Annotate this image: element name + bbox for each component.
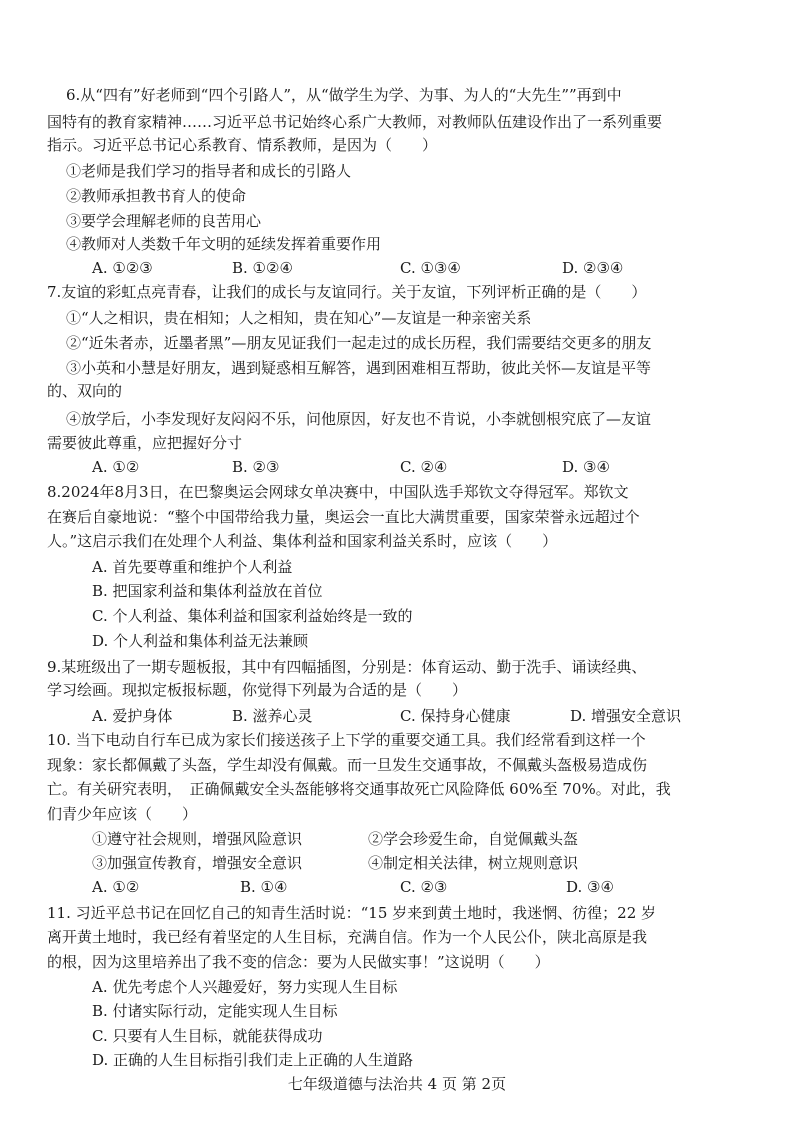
q10-option-c: C. ②③ — [400, 878, 448, 896]
q7-option-d: D. ③④ — [562, 458, 610, 476]
q11-stem-line-1: 11. 习近平总书记在回忆自己的知青生活时说：“15 岁来到黄土地时，我迷惘、彷徨；22 岁 — [47, 904, 657, 922]
q7-statement-3-cont: 的、双向的 — [47, 382, 123, 400]
q7-stem-line-1: 7.友谊的彩虹点亮青春，让我们的成长与友谊同行。关于友谊，下列评析正确的是（ ） — [47, 283, 647, 301]
q9-stem-line-1: 9.某班级出了一期专题板报，其中有四幅插图，分别是：体育运动、勤于洗手、诵读经典、 — [47, 658, 647, 676]
q7-option-a: A. ①② — [92, 458, 140, 476]
q10-stem-line-1: 10. 当下电动自行车已成为家长们接送孩子上下学的重要交通工具。我们经常看到这样一个 — [47, 731, 646, 749]
q7-statement-4-cont: 需要彼此尊重，应把握好分寸 — [47, 434, 243, 452]
q8-option-c: C. 个人利益、集体利益和国家利益始终是一致的 — [92, 607, 413, 625]
q10-option-b: B. ①④ — [240, 878, 288, 896]
q11-option-d: D. 正确的人生目标指引我们走上正确的人生道路 — [92, 1051, 414, 1069]
q8-stem-line-2: 在赛后自豪地说：“整个中国带给我力量，奥运会一直比大满贯重要，国家荣誉永远超过个 — [47, 508, 640, 526]
q8-option-a: A. 首先要尊重和维护个人利益 — [92, 558, 293, 576]
q10-stem-line-2: 现象：家长都佩戴了头盔，学生却没有佩戴。而一旦发生交通事故，不佩戴头盔极易造成伤 — [47, 756, 648, 774]
q11-stem-line-3: 的根，因为这里培养出了我不变的信念：要为人民做实事！”这说明（ ） — [47, 953, 550, 971]
page-footer: 七年级道德与法治共 4 页 第 2页 — [287, 1075, 507, 1093]
q11-stem-line-2: 离开黄土地时，我已经有着坚定的人生目标，充满自信。作为一个人民公仆，陕北高原是我 — [47, 928, 648, 946]
q8-stem-line-1: 8.2024年8月3日，在巴黎奥运会网球女单决赛中，中国队选手郑钦文夺得冠军。郑钦文 — [47, 483, 629, 501]
q6-stem-line-2: 国特有的教育家精神……习近平总书记始终心系广大教师，对教师队伍建设作出了一系列重要 — [47, 113, 663, 131]
q10-stem-line-3: 亡。有关研究表明， 正确佩戴安全头盔能够将交通事故死亡风险降低 60%至 70%。对此，我 — [47, 780, 671, 798]
q10-statement-2: ②学会珍爱生命，自觉佩戴头盔 — [368, 830, 579, 848]
q7-statement-1: ①“人之相识，贵在相知；人之相知，贵在知心”—友谊是一种亲密关系 — [66, 309, 532, 327]
q10-option-d: D. ③④ — [566, 878, 614, 896]
q6-option-a: A. ①②③ — [92, 259, 153, 277]
q7-statement-2: ②“近朱者赤，近墨者黑”—朋友见证我们一起走过的成长历程，我们需要结交更多的朋友 — [66, 334, 652, 352]
q6-stem-line-3: 指示。习近平总书记心系教育、情系教师，是因为（ ） — [47, 136, 438, 154]
q6-option-c: C. ①③④ — [400, 259, 461, 277]
q7-option-c: C. ②④ — [400, 458, 448, 476]
q8-option-b: B. 把国家利益和集体利益放在首位 — [92, 582, 323, 600]
q7-statement-4: ④放学后，小李发现好友闷闷不乐，问他原因，好友也不肯说，小李就刨根究底了—友谊 — [66, 410, 652, 428]
q10-statement-1: ①遵守社会规则，增强风险意识 — [92, 830, 303, 848]
q6-option-d: D. ②③④ — [562, 259, 624, 277]
q7-statement-3: ③小英和小慧是好朋友，遇到疑惑相互解答，遇到困难相互帮助，彼此关怀—友谊是平等 — [66, 359, 652, 377]
q6-statement-2: ②教师承担教书育人的使命 — [66, 187, 247, 205]
q11-option-c: C. 只要有人生目标，就能获得成功 — [92, 1027, 323, 1045]
q9-option-b: B. 滋养心灵 — [232, 707, 313, 725]
q10-option-a: A. ①② — [92, 878, 140, 896]
q6-statement-1: ①老师是我们学习的指导者和成长的引路人 — [66, 162, 352, 180]
q10-stem-line-4: 们青少年应该（ ） — [47, 805, 198, 823]
q9-option-a: A. 爱护身体 — [92, 707, 173, 725]
q9-option-d: D. 增强安全意识 — [570, 707, 682, 725]
q6-statement-4: ④教师对人类数千年文明的延续发挥着重要作用 — [66, 235, 382, 253]
q11-option-a: A. 优先考虑个人兴趣爱好，努力实现人生目标 — [92, 978, 398, 996]
q9-stem-line-2: 学习绘画。现拟定板报标题，你觉得下列最为合适的是（ ） — [47, 681, 468, 699]
q8-stem-line-3: 人。”这启示我们在处理个人利益、集体利益和国家利益关系时，应该（ ） — [47, 532, 558, 550]
q10-statement-4: ④制定相关法律，树立规则意识 — [368, 854, 579, 872]
q9-option-c: C. 保持身心健康 — [400, 707, 511, 725]
q8-option-d: D. 个人利益和集体利益无法兼顾 — [92, 632, 309, 650]
q11-option-b: B. 付诸实际行动，定能实现人生目标 — [92, 1002, 338, 1020]
q6-statement-3: ③要学会理解老师的良苦用心 — [66, 212, 262, 230]
q10-statement-3: ③加强宣传教育，增强安全意识 — [92, 854, 303, 872]
q6-option-b: B. ①②④ — [232, 259, 293, 277]
q7-option-b: B. ②③ — [232, 458, 280, 476]
q6-stem-line-1: 6.从“四有”好老师到“四个引路人”，从“做学生为学、为事、为人的“大先生””再到中 — [66, 86, 622, 104]
